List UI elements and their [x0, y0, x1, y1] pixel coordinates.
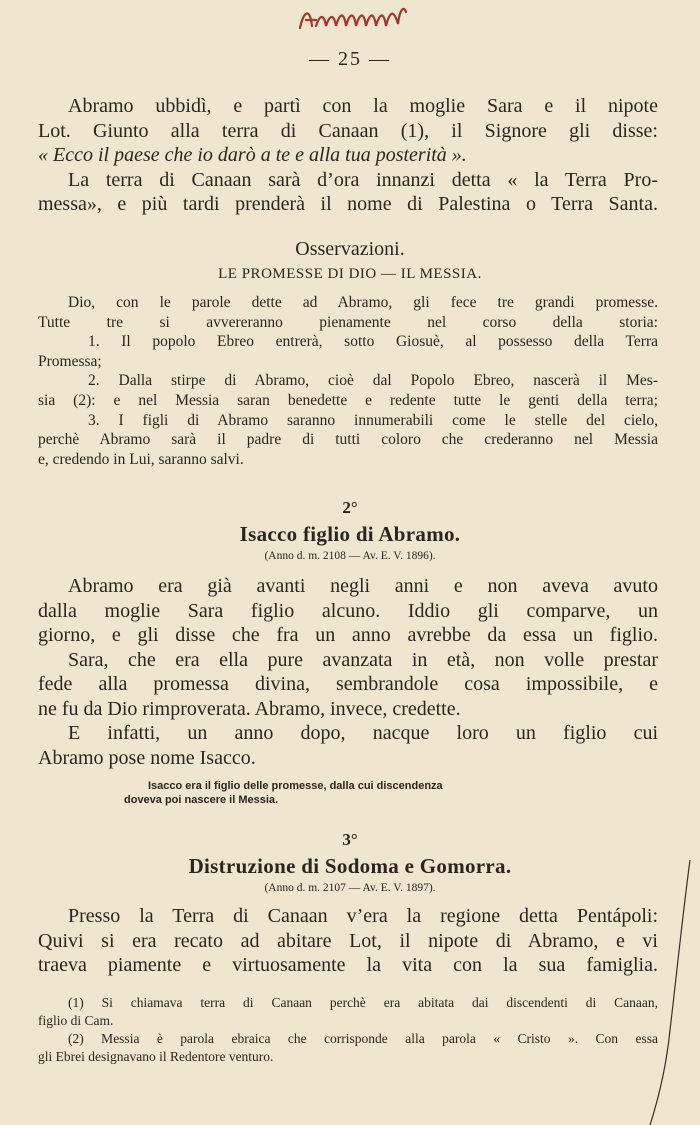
section2-text [38, 574, 658, 770]
text-line: 2. Dalla stirpe di Abramo, cioè dal Popolo Ebreo, nascerà il Mes- [88, 372, 658, 390]
page-crease-mark [610, 860, 700, 1125]
note-line: Isacco era il figlio delle promesse, dalla cui discendenza [148, 780, 443, 792]
section3-text [38, 904, 658, 978]
footnote-line: gli Ebrei designavano il Redentore venturo. [38, 1049, 274, 1064]
text-line: e, credendo in Lui, saranno salvi. [38, 450, 244, 468]
text-line: Sara, che era ella pure avanzata in età, non volle prestar [68, 648, 658, 671]
observations-text [38, 293, 658, 469]
text-line: perchè Abramo sarà il padre di tutti coloro che crederanno nel Messia [38, 431, 658, 449]
text-line: Abramo era già avanti negli anni e non aveva avuto [68, 575, 658, 597]
section-number: 3° [342, 830, 358, 849]
text-line: 1. Il popolo Ebreo entrerà, sotto Giosuè, al possesso della Terra [88, 333, 658, 351]
text-line: La terra di Canaan sarà d’ora innanzi detta « la Terra Pro- [68, 168, 658, 191]
text-line: giorno, e gli disse che fra un anno avrebbe da essa un figlio. [38, 624, 658, 646]
section-date: (Anno d. m. 2107 — Av. E. V. 1897). [264, 882, 436, 894]
footnote-line: (1) Si chiamava terra di Canaan perchè era abitata dai discendenti di Canaan, [68, 995, 658, 1010]
text-line: Promessa; [38, 352, 102, 370]
footnote-line: figlio di Cam. [38, 1013, 114, 1028]
text-line: traeva piamente e virtuosamente la vita con la sua famiglia. [38, 954, 658, 976]
observations-subheading: LE PROMESSE DI DIO — IL MESSIA. [218, 266, 482, 282]
text-line: « Ecco il paese che io darò a te e alla tua posterità ». [38, 144, 467, 166]
text-line: Abramo ubbidì, e partì con la moglie Sara e il nipote [68, 95, 658, 117]
handwritten-scribble [296, 2, 416, 34]
text-line: Abramo pose nome Isacco. [38, 746, 256, 769]
footnote-line: (2) Messia è parola ebraica che corrisponde alla parola « Cristo ». Con essa [68, 1031, 658, 1046]
text-line: messa», e più tardi prenderà il nome di Palestina o Terra Santa. [38, 193, 658, 215]
section-title: Distruzione di Sodoma e Gomorra. [188, 854, 512, 878]
text-line: dalla moglie Sara figlio alcuno. Iddio gli comparve, un [38, 599, 658, 622]
section-date: (Anno d. m. 2108 — Av. E. V. 1896). [264, 550, 436, 562]
text-line: E infatti, un anno dopo, nacque loro un figlio cui [68, 722, 658, 744]
page-number: — 25 — [309, 48, 391, 70]
text-line: Quivi si era recato ad abitare Lot, il nipote di Abramo, e vi [38, 929, 658, 952]
section-title: Isacco figlio di Abramo. [239, 522, 461, 546]
text-line: 3. I figli di Abramo saranno innumerabili come le stelle del cielo, [88, 411, 658, 429]
intro-paragraph [38, 94, 658, 217]
text-line: Lot. Giunto alla terra di Canaan (1), il Signore gli disse: [38, 119, 658, 142]
text-line: fede alla promessa divina, sembrandole cosa impossibile, e [38, 673, 658, 695]
section2-note [124, 779, 443, 807]
text-line: Tutte tre si avvereranno pienamente nel corso della storia: [38, 313, 658, 331]
text-line: Dio, con le parole dette ad Abramo, gli fece tre grandi promesse. [68, 294, 658, 311]
observations-heading: Osservazioni. [295, 238, 405, 260]
text-line: Presso la Terra di Canaan v’era la regione detta Pentápoli: [68, 905, 658, 927]
footnotes [38, 994, 658, 1066]
note-line: doveva poi nascere il Messia. [124, 794, 279, 806]
section-number: 2° [342, 498, 358, 517]
text-line: ne fu da Dio rimproverata. Abramo, invece, credette. [38, 697, 461, 720]
text-line: sia (2): e nel Messia saran benedette e redente tutte le genti della terra; [38, 391, 658, 409]
